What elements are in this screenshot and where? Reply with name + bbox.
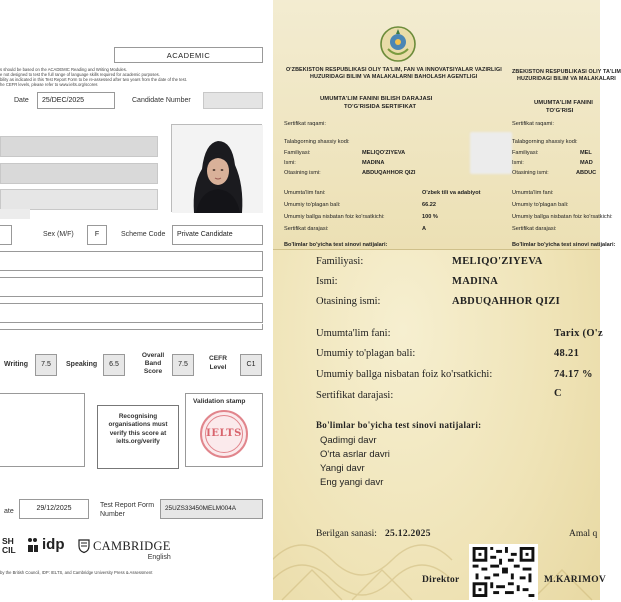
validity-label: Amal q xyxy=(569,529,598,539)
sex-label: Sex (M/F) xyxy=(43,231,74,238)
candidate-number-label: Candidate Number xyxy=(132,97,191,104)
name-label: Ismi: xyxy=(316,276,338,287)
cambridge-logo xyxy=(78,539,171,561)
speaking-label: Speaking xyxy=(66,361,98,368)
footer-note: by the British Council, IDP: IELTS, and Cambridge University Press & Assessment xyxy=(0,570,153,575)
trf-number: 25UZS33450MELM004A xyxy=(160,499,263,519)
speaking-score: 6.5 xyxy=(103,354,125,376)
redacted-field-1 xyxy=(0,136,158,157)
uzbek-certificate xyxy=(272,0,621,600)
level-value: C xyxy=(554,388,562,399)
writing-score: 7.5 xyxy=(35,354,57,376)
cefr-level-score: C1 xyxy=(240,354,262,376)
cambridge-logo-text: CAMBRIDGE xyxy=(93,539,171,553)
ielts-test-report-form xyxy=(0,0,272,600)
idp-logo xyxy=(27,536,65,553)
back-right-value-2: MEL xyxy=(580,150,592,156)
british-council-logo: SH CIL xyxy=(2,536,16,555)
cambridge-shield-icon xyxy=(78,539,90,553)
back-right-label-4: Otasining ismi: xyxy=(512,170,549,176)
comments-box xyxy=(0,393,85,467)
candidate-number-redacted xyxy=(203,92,263,109)
issue-date-field: 29/12/2025 xyxy=(19,499,89,519)
subject-value: Tarix (O'z xyxy=(554,328,603,339)
percent-value: 74.17 % xyxy=(554,369,593,380)
back-row-8-label: Sertifikat darajasi: xyxy=(284,226,329,232)
back-row-8-value: A xyxy=(422,226,427,232)
back-right-label-0: Sertifikat raqami: xyxy=(512,121,554,127)
sections-label: Bo'limlar bo'yicha test sinovi natijalari: xyxy=(316,420,482,430)
percent-label: Umumiy ballga nisbatan foiz ko'rsatkichi: xyxy=(316,369,493,380)
empty-row-3 xyxy=(0,303,263,323)
recognising-text: Recognising organisations must verify this score at ielts.org/verify xyxy=(108,413,168,446)
overall-band-score: 7.5 xyxy=(172,354,194,376)
back-right-label-3: Ismi: xyxy=(512,160,524,166)
redacted-field-2 xyxy=(0,163,158,184)
surname-value: MELIQO'ZIYEVA xyxy=(452,256,543,267)
redacted-personal-code xyxy=(470,132,512,174)
back-row-5-label: Umumta'lim fani: xyxy=(284,190,326,196)
subject-label: Umumta'lim fani: xyxy=(316,328,391,339)
back-row-1-label: Talabgorning shaxsiy kodi: xyxy=(284,139,350,145)
back-row-4-label: Otasining ismi: xyxy=(284,170,321,176)
disclaimer-line-2: e not designed to test the full range of language skills required for academic purposes. xyxy=(0,72,160,77)
trf-label: Test Report Form Number xyxy=(100,502,155,518)
redacted-field-3 xyxy=(0,189,158,210)
sex-field: F xyxy=(87,225,107,245)
redacted-field-4 xyxy=(0,209,30,219)
back-right-label-7: Umumiy ballga nisbatan foiz ko'rsatkichi: xyxy=(512,214,613,220)
back-right-value-3: MAD xyxy=(580,160,593,166)
dob-field xyxy=(0,225,12,245)
uzbekistan-emblem-icon xyxy=(379,25,417,63)
patronymic-label: Otasining ismi: xyxy=(316,296,381,307)
writing-label: Writing xyxy=(4,361,28,368)
cert-title-line-1-back: UMUMTA'LIM FANINI xyxy=(534,100,593,106)
back-right-value-4: ABDUC xyxy=(576,170,597,176)
patronymic-value: ABDUQAHHOR QIZI xyxy=(452,296,561,307)
overall-band-label: Overall Band Score xyxy=(141,352,165,375)
issue-date-label: ate xyxy=(4,508,14,515)
back-row-6-value: 66.22 xyxy=(422,202,436,208)
section-item-2: O'rta asrlar davri xyxy=(320,449,390,460)
back-right-label-9: Bo'limlar bo'yicha test sinovi natijalari: xyxy=(512,242,616,248)
scheme-code-label: Scheme Code xyxy=(121,231,166,238)
back-right-label-8: Sertifikat darajasi: xyxy=(512,226,557,232)
cert-title-line-2: TO'G'RISIDA SERTIFIKAT xyxy=(344,104,417,110)
cert-title-line-2-back: TO'G'RISI xyxy=(546,108,574,114)
empty-row-2 xyxy=(0,277,263,297)
agency-line-1-back: ZBEKISTON RESPUBLIKASI OLIY TA'LIM xyxy=(512,69,621,75)
surname-label: Familiyasi: xyxy=(316,256,364,267)
section-item-3: Yangi davr xyxy=(320,463,365,474)
idp-mark-icon xyxy=(27,537,39,553)
back-right-label-6: Umumiy to'plagan bali: xyxy=(512,202,569,208)
date-field: 25/DEC/2025 xyxy=(37,92,115,109)
back-right-label-5: Umumta'lim fani: xyxy=(512,190,554,196)
cert-title-line-1: UMUMTA'LIM FANINI BILISH DARAJASI xyxy=(320,96,433,102)
empty-row-4 xyxy=(0,324,263,330)
disclaimer-line-3: bility as indicated in this Test Report Form to be re-assessed after two years from the date of the test. xyxy=(0,77,188,82)
cefr-level-label: CEFR Level xyxy=(209,355,227,371)
back-row-5-value: O'zbek tili va adabiyot xyxy=(422,190,481,196)
section-item-4: Eng yangi davr xyxy=(320,477,384,488)
score-value: 48.21 xyxy=(554,348,580,359)
ielts-stamp xyxy=(200,410,248,458)
back-row-7-value: 100 % xyxy=(422,214,438,220)
ielts-stamp-text: IELTS xyxy=(206,428,242,439)
level-label: Sertifikat darajasi: xyxy=(316,390,394,401)
back-row-4-value: ABDUQAHHOR QIZI xyxy=(362,170,416,176)
corner-pattern-bottom xyxy=(272,500,600,600)
back-row-3-label: Ismi: xyxy=(284,160,296,166)
scheme-code-field: Private Candidate xyxy=(172,225,263,245)
section-item-1: Qadimgi davr xyxy=(320,435,377,446)
cambridge-english-text: English xyxy=(147,554,171,561)
back-row-0-label: Sertifikat raqami: xyxy=(284,121,326,127)
agency-line-2-back: HUZURIDAGI BILIM VA MALAKALARI xyxy=(517,76,616,82)
back-row-2-label: Familiyasi: xyxy=(284,150,311,156)
back-row-7-label: Umumiy ballga nisbatan foiz ko'rsatkichi: xyxy=(284,214,385,220)
back-sections-label: Bo'limlar bo'yicha test sinovi natijalari: xyxy=(284,242,388,248)
back-row-6-label: Umumiy to'plagan bali: xyxy=(284,202,341,208)
disclaimer-line-4: he CEFR levels, please refer to www.ielts.org/scores xyxy=(0,82,98,87)
candidate-photo xyxy=(171,124,262,212)
validation-stamp-label: Validation stamp xyxy=(193,398,246,405)
date-label: Date xyxy=(14,97,29,104)
idp-logo-text: idp xyxy=(42,536,65,553)
agency-line-2: HUZURIDAGI BILIM VA MALAKALARNI BAHOLASH AGENTLIGI xyxy=(310,74,478,80)
score-label: Umumiy to'plagan bali: xyxy=(316,348,416,359)
back-row-3-value: MADINA xyxy=(362,160,385,166)
issued-value: 25.12.2025 xyxy=(385,529,431,539)
back-right-label-1: Talabgorning shaxsiy kodi: xyxy=(512,139,578,145)
verification-qr-code xyxy=(469,544,538,600)
back-right-label-2: Familiyasi: xyxy=(512,150,539,156)
back-row-2-value: MELIQO'ZIYEVA xyxy=(362,150,406,156)
director-name: M.KARIMOV xyxy=(544,575,607,585)
image-divider xyxy=(271,0,273,600)
empty-row-1 xyxy=(0,251,263,271)
director-label: Direktor xyxy=(422,575,460,585)
module-box: ACADEMIC xyxy=(114,47,263,63)
issued-label: Berilgan sanasi: xyxy=(316,529,377,539)
agency-line-1: O'ZBEKISTON RESPUBLIKASI OLIY TA'LIM, FAN VA INNOVATSIYALAR VAZIRLIGI xyxy=(286,67,502,73)
name-value: MADINA xyxy=(452,276,499,287)
disclaimer-line-1: s should be based on the ACADEMIC Reading and Writing Modules. xyxy=(0,67,128,72)
qr-code-icon xyxy=(472,547,535,597)
